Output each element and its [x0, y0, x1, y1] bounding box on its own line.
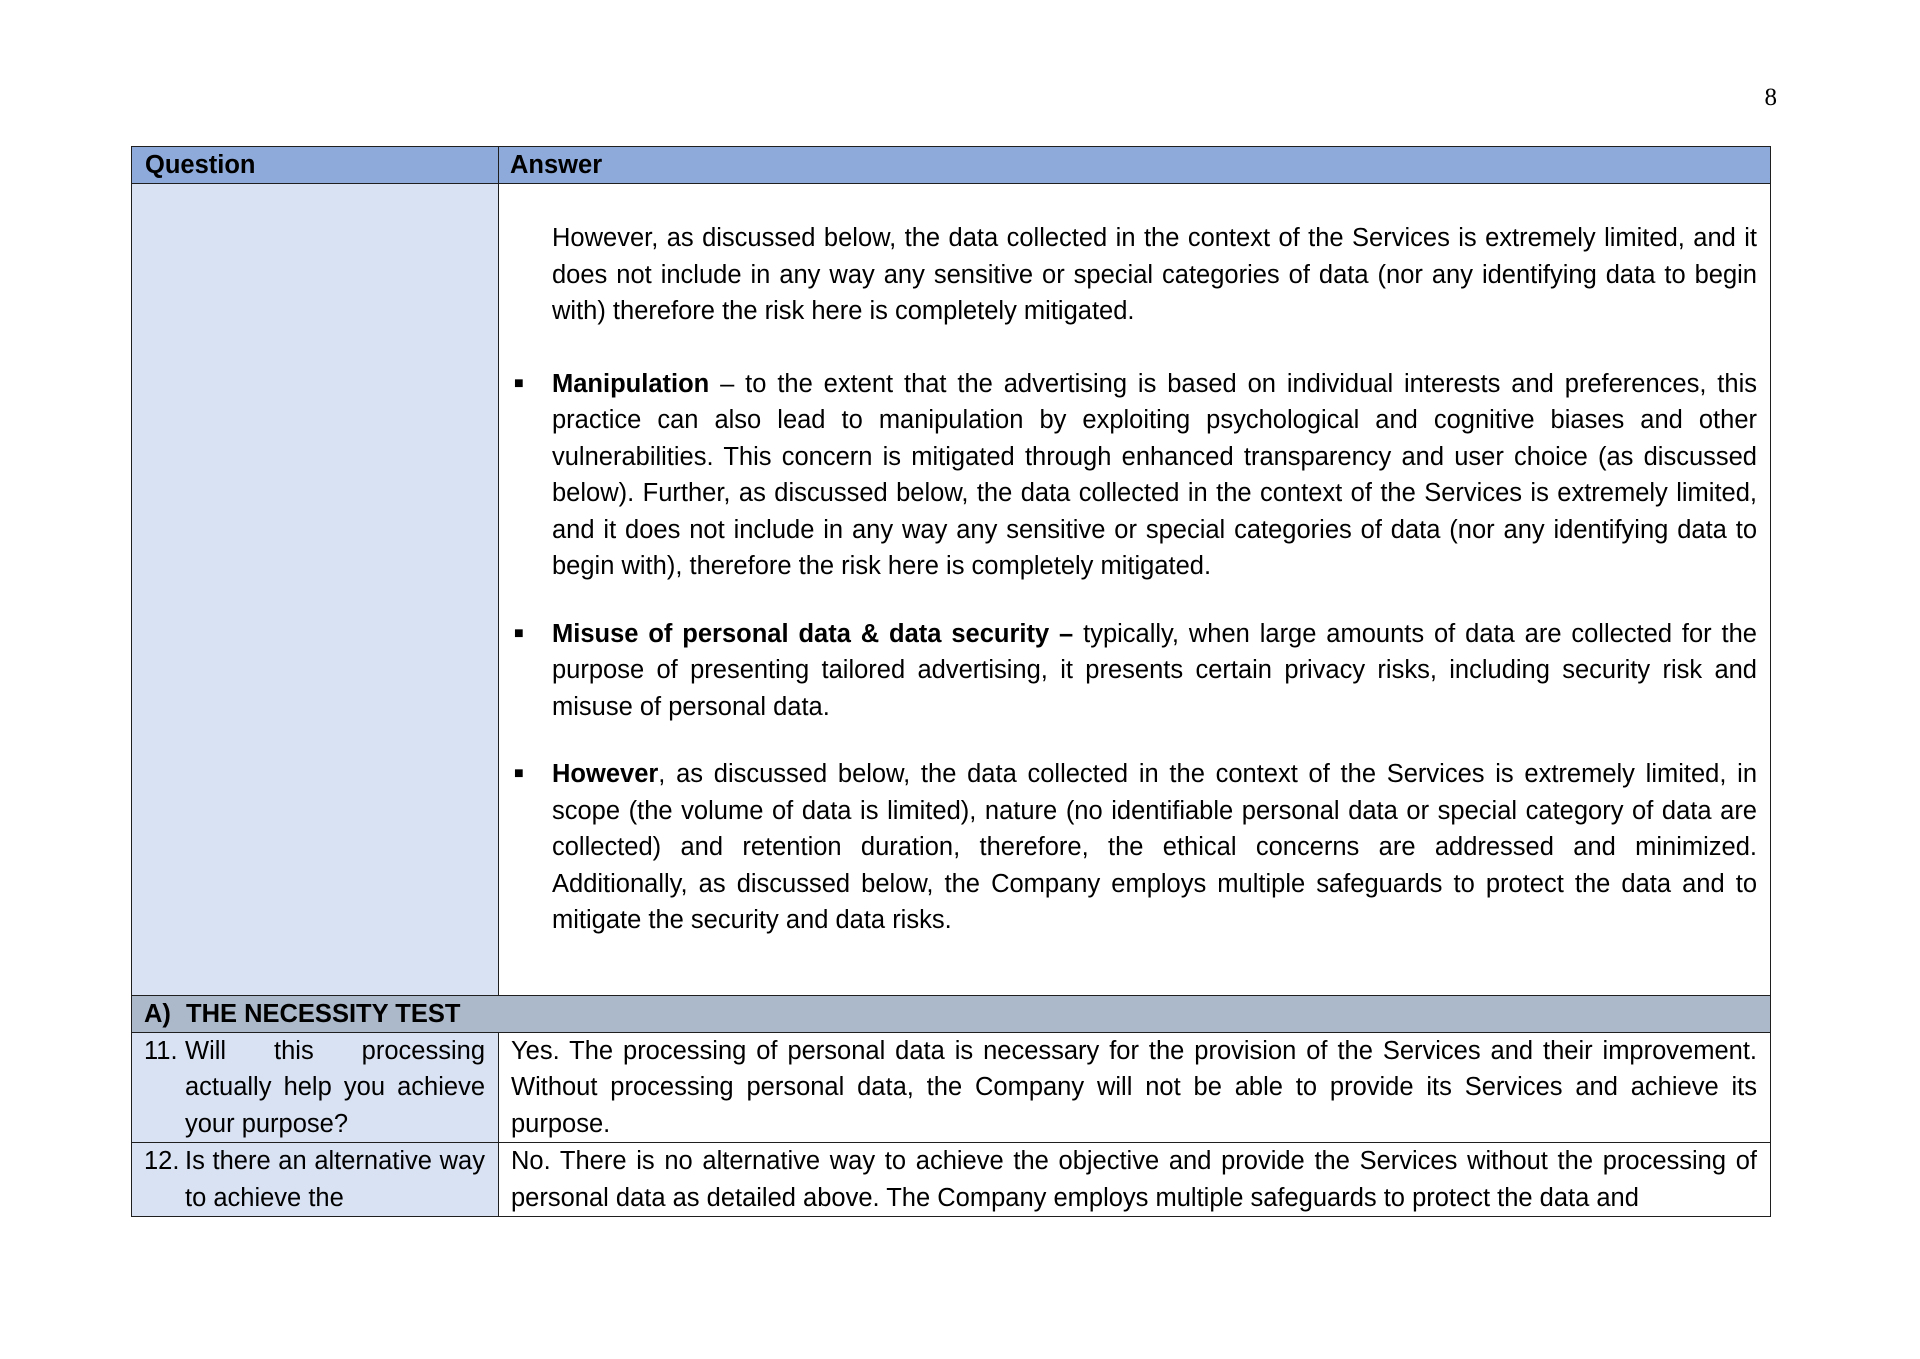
question-text: Is there an alternative way to achieve the [185, 1147, 485, 1212]
intro-paragraph: However, as discussed below, the data collected in the context of the Services is extremely limited, and it does not include in any way any sensitive or special categories of data (nor any identifying data to begin with) therefore the risk here is completely mitigated. [552, 224, 1757, 325]
question-number: 12. [144, 1147, 180, 1175]
section-letter: A) [144, 999, 171, 1028]
list-item [514, 616, 1757, 726]
list-item [514, 366, 1757, 585]
question-number: 11. [144, 1036, 178, 1065]
answer-cell [499, 184, 1771, 996]
bullet-heading: However [552, 760, 659, 788]
bullet-heading: Manipulation [552, 369, 710, 398]
section-title: THE NECESSITY TEST [186, 999, 461, 1028]
question-column-header: Question [132, 147, 499, 184]
section-heading-row [132, 995, 1771, 1032]
bullet-text: – to the extent that the advertising is based on individual interests and preferences, this practice can also lead to manipulation by exploiting psychological and cognitive biases and other vulnerabilities. This concern is mitigated through enhanced transparency and user choice (as discussed below). Further, as discussed below, the data collected in the context of the Services is extremely limited, and it does not include in any way any sensitive or special categories of data (nor any identifying data to begin with), therefore the risk here is completely mitigated. [552, 369, 1757, 580]
answer-text: No. There is no alternative way to achieve the objective and provide the Services without the processing of personal data as detailed above. The Company employs multiple safeguards to protect the data and [511, 1147, 1757, 1212]
table-row [132, 1143, 1771, 1217]
section-heading [132, 995, 1771, 1032]
square-bullet-icon: ■ [514, 624, 524, 642]
answer-text: Yes. The processing of personal data is necessary for the provision of the Services and their improvement. Without processing personal data, the Company will not be able to provide its Services and achieve its purpose. [511, 1036, 1757, 1138]
page-number: 8 [1764, 84, 1777, 111]
square-bullet-icon: ■ [514, 374, 524, 392]
question-cell [132, 1143, 499, 1217]
question-cell [132, 1032, 499, 1143]
answer-column-header: Answer [499, 147, 1771, 184]
table-row [132, 1032, 1771, 1143]
answer-cell [499, 1143, 1771, 1217]
square-bullet-icon: ■ [514, 765, 524, 782]
table-header-row [132, 147, 1771, 184]
answer-cell [499, 1032, 1771, 1143]
question-cell [132, 184, 499, 996]
question-text: Will this processing actually help you achieve your purpose? [185, 1036, 485, 1138]
list-item [514, 756, 1757, 939]
qa-table [131, 146, 1771, 1217]
table-row [132, 184, 1771, 996]
bullet-text: , as discussed below, the data collected in the context of the Services is extremely limited, in scope (the volume of data is limited), nature (no identifiable personal data or special category of data are collected) and retention duration, therefore, the ethical concerns are addressed and minimized. Additionally, as discussed below, the Company employs multiple safeguards to protect the data and to mitigate the security and data risks. [552, 760, 1757, 934]
bullet-heading: Misuse of personal data & data security – [552, 619, 1074, 648]
bullet-text: typically, when large amounts of data are collected for the purpose of presenting tailored advertising, it presents certain privacy risks, including security risk and misuse of personal data. [552, 619, 1757, 721]
